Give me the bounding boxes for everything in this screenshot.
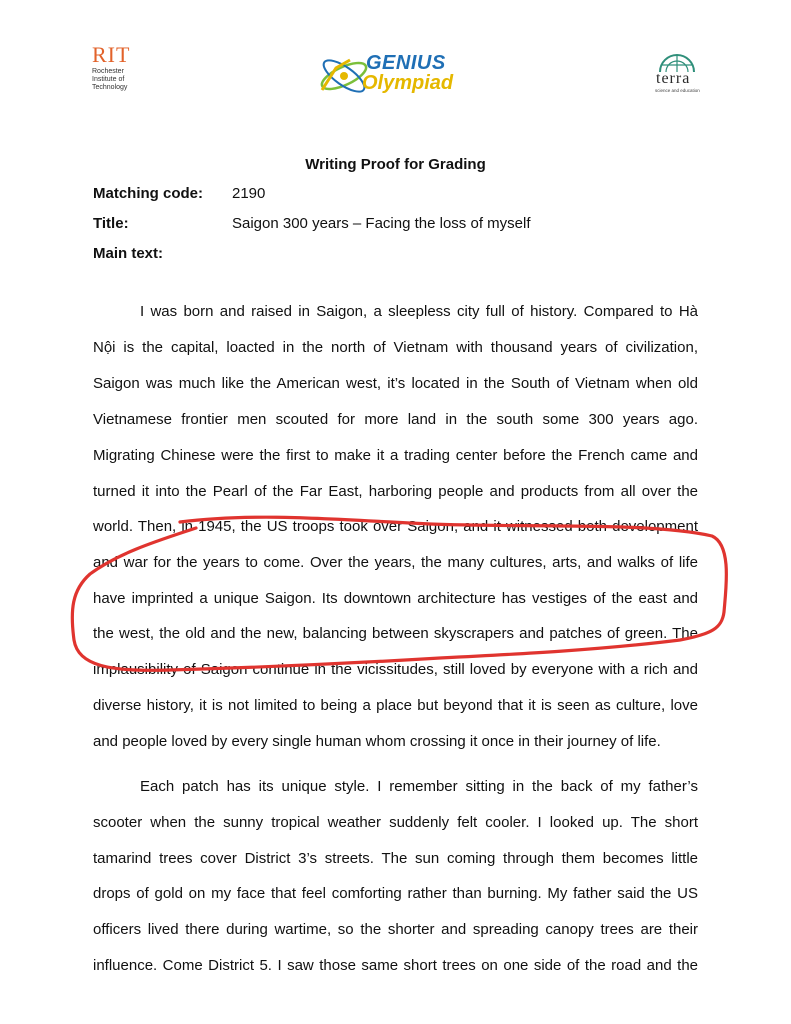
paragraph-line: influence. Come District 5. I saw those same short trees on one side of the road and the [93, 957, 698, 974]
paragraph-line: and people loved by every single human whom crossing it once in their journey of life. [93, 733, 661, 750]
rit-logo [92, 44, 130, 92]
paragraph-line: world. Then, in 1945, the US troops took over Saigon, and it witnessed both development [93, 518, 698, 535]
paragraph-line: turned it into the Pearl of the Far East, harboring people and products from all over the [93, 483, 698, 500]
paragraph-line: scooter when the sunny tropical weather suddenly felt cooler. I looked up. The short [93, 814, 698, 831]
paragraph-line: drops of gold on my face that feel comforting rather than burning. My father said the US [93, 885, 698, 902]
paragraph-line: tamarind trees cover District 3’s streets. The sun coming through them becomes little [93, 850, 698, 867]
rit-logo-line: Technology [92, 84, 128, 91]
terra-logo-word: terra [656, 70, 691, 87]
paragraph-line: Nội is the capital, loacted in the north of Vietnam with thousand years of civilization, [93, 339, 698, 356]
terra-logo [652, 52, 702, 96]
paragraph-line: Each patch has its unique style. I remember sitting in the back of my father’s [140, 778, 698, 795]
matching-code-value: 2190 [232, 185, 266, 202]
document-title: Writing Proof for Grading [305, 156, 486, 173]
paragraph-line: the west, the old and the new, balancing between skyscrapers and patches of green. The [93, 625, 698, 642]
rit-logo-mark: RIT [92, 42, 131, 67]
paragraph-line: Vietnamese frontier men scouted for more land in the south some 300 years ago. [93, 411, 698, 428]
genius-logo-top: GENIUS [366, 52, 446, 74]
title-value: Saigon 300 years – Facing the loss of myself [232, 215, 531, 232]
paragraph-line: diverse history, it is not limited to being a place but beyond that it is seen as culture, love [93, 697, 698, 714]
genius-logo-bottom: Olympiad [362, 72, 454, 94]
title-label: Title: [93, 215, 129, 232]
paragraph-line: have imprinted a unique Saigon. Its downtown architecture has vestiges of the east and [93, 590, 698, 607]
paragraph-line: I was born and raised in Saigon, a sleepless city full of history. Compared to Hà [140, 303, 698, 320]
paragraph-line: implausibility of Saigon continue in the vicissitudes, still loved by everyone with a rich and [93, 661, 698, 678]
matching-code-label: Matching code: [93, 185, 204, 202]
rit-logo-subtitle [92, 68, 130, 92]
rit-logo-line: Institute of [92, 76, 125, 83]
paragraph-line: and war for the years to come. Over the years, the many cultures, arts, and walks of life [93, 554, 698, 571]
main-text-label: Main text: [93, 245, 164, 262]
paragraph-line: Migrating Chinese were the first to make it a trading center before the French came and [93, 447, 698, 464]
paragraph-line: officers lived there during wartime, so the shorter and spreading canopy trees are their [93, 921, 698, 938]
genius-olympiad-logo [316, 50, 476, 100]
paragraph-line: Saigon was much like the American west, it’s located in the South of Vietnam when old [93, 375, 698, 392]
terra-logo-subtitle: science and education [655, 88, 700, 93]
rit-logo-line: Rochester [92, 68, 124, 75]
